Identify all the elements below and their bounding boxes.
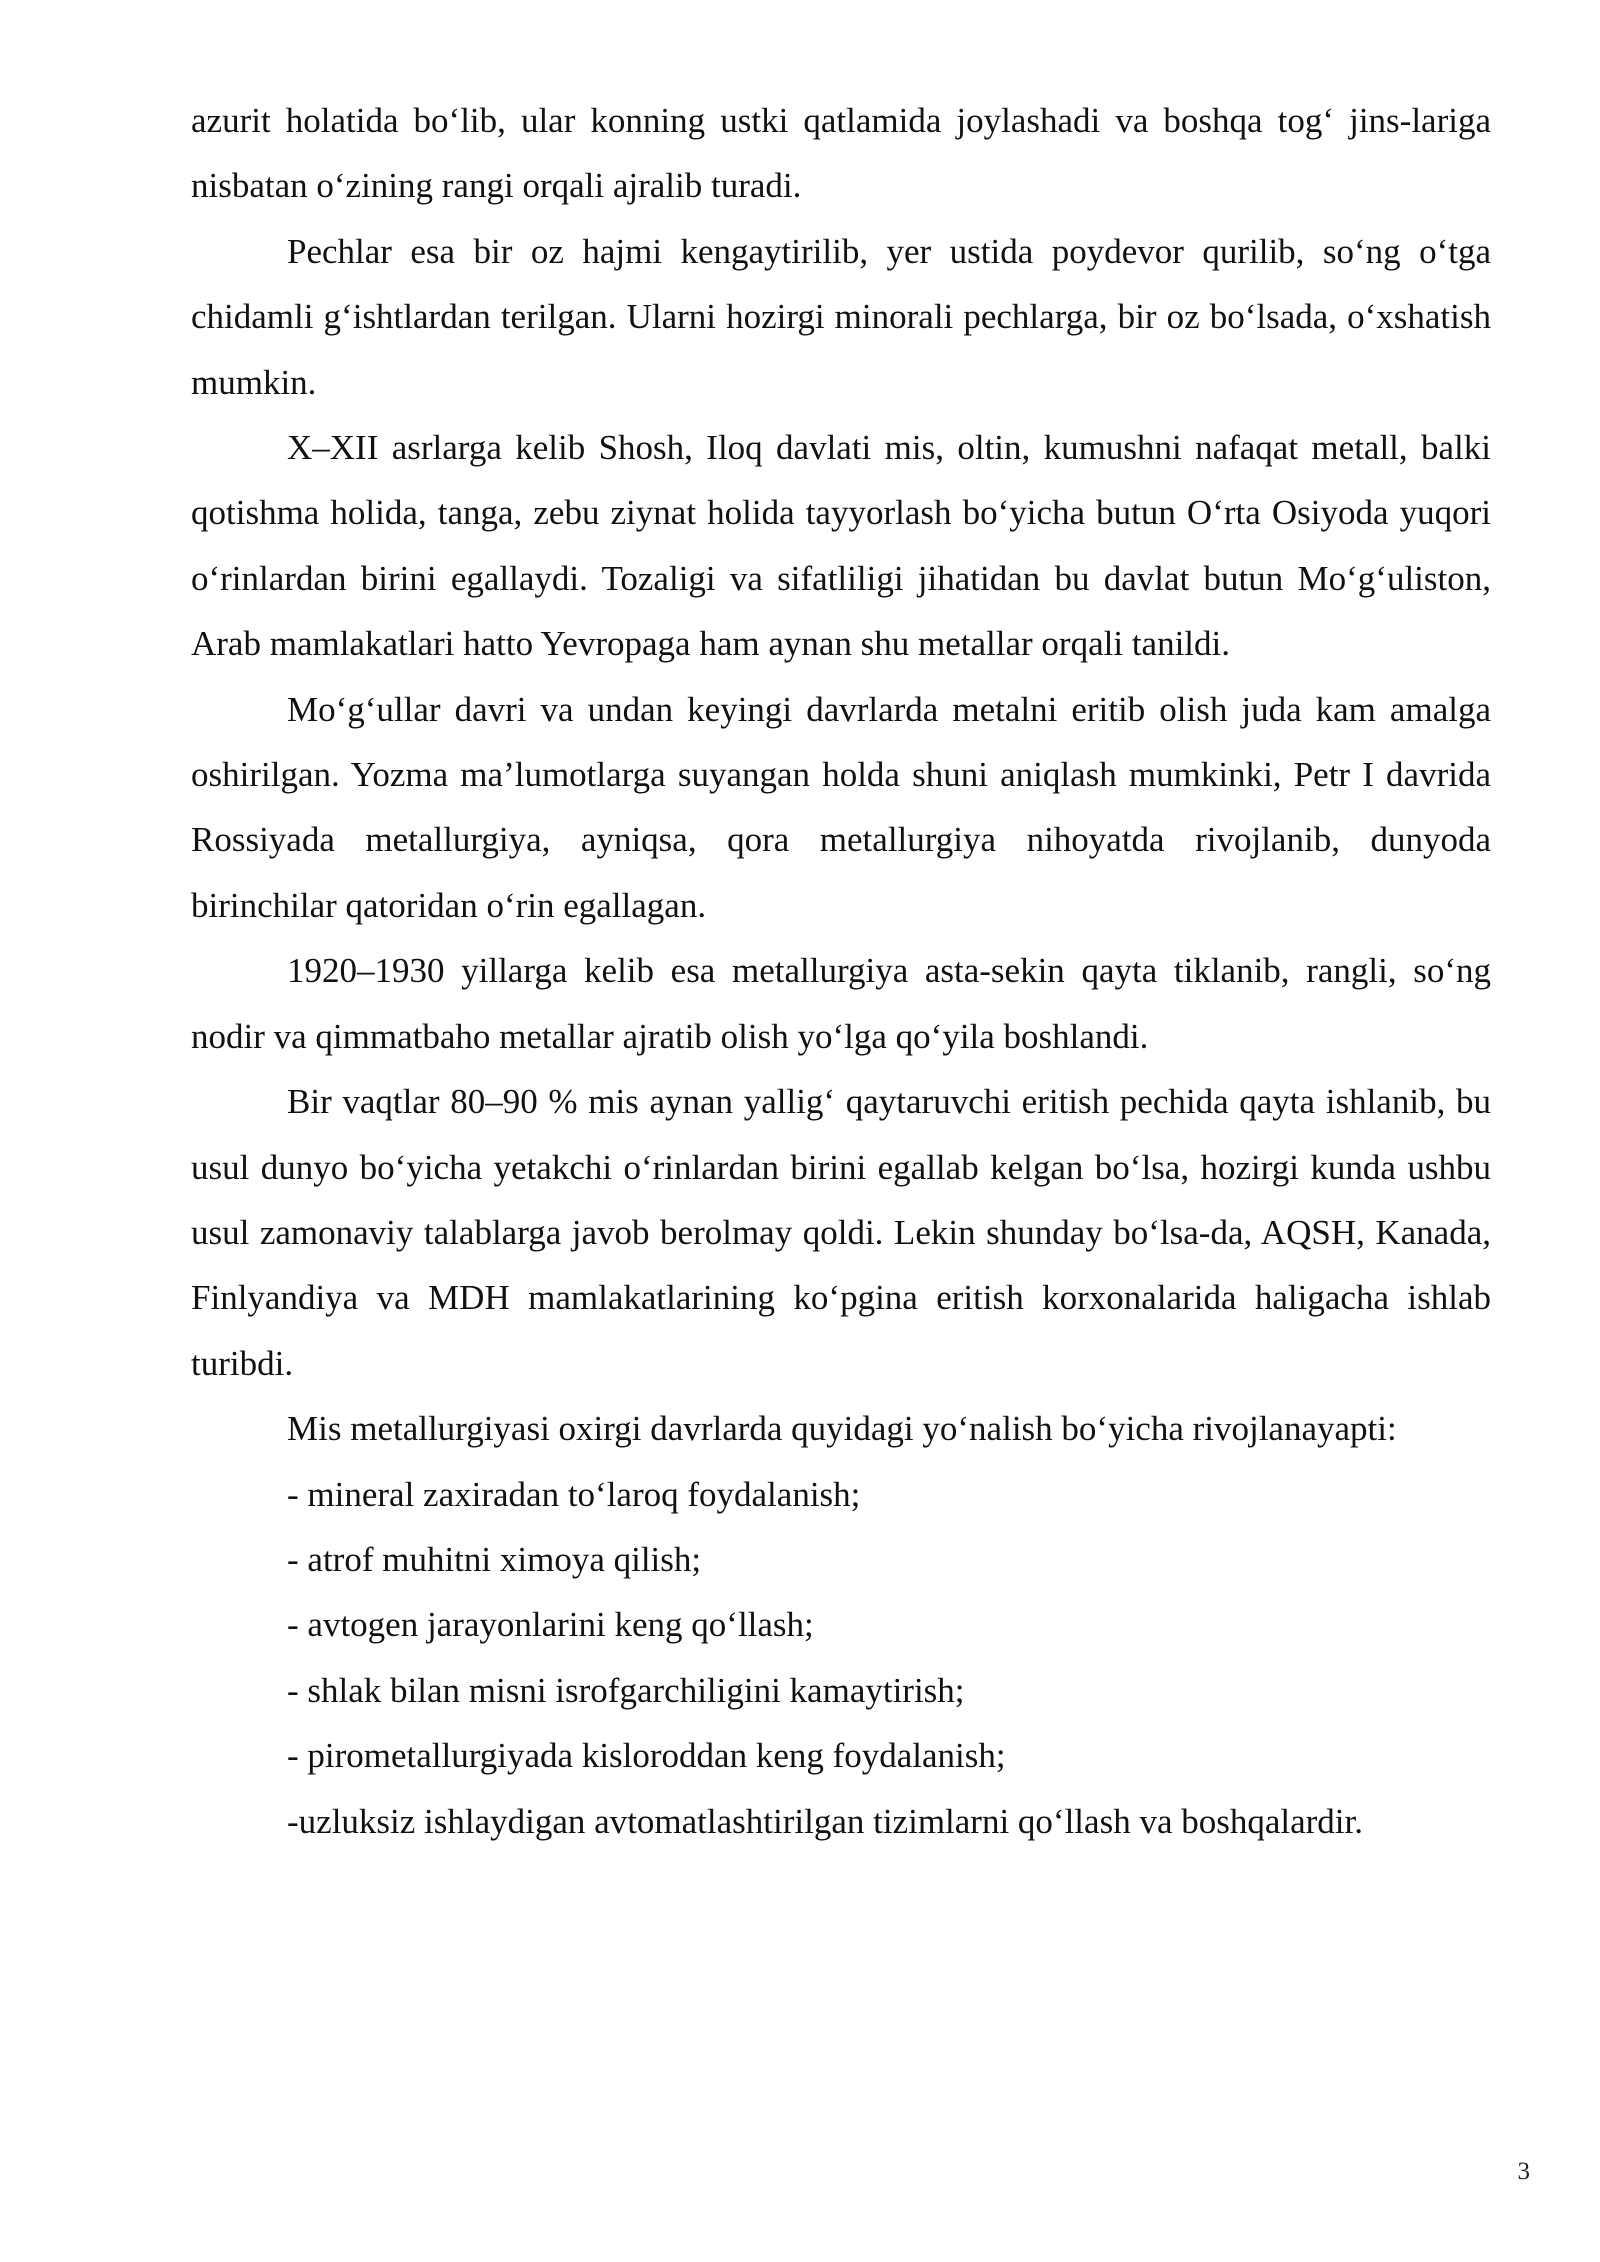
list-item: - mineral zaxiradan to‘laroq foydalanish; bbox=[287, 1474, 861, 1514]
list-item: - pirometallurgiyada kisloroddan keng foydalanish; bbox=[287, 1736, 1006, 1776]
bullet-list bbox=[191, 1462, 1491, 1854]
paragraph: Mo‘g‘ullar davri va undan keyingi davrlarda metalni eritib olish juda kam amalga oshirilgan. Yozma ma’lumotlarga suyangan holda shuni aniqlash mumkinki, Petr I davrida Rossiyada metallurgiya, ayniqsa, qora metallurgiya nihoyatda rivojlanib, dunyoda birinchilar qatoridan o‘rin egallagan. bbox=[191, 689, 1491, 925]
page-number: 3 bbox=[1517, 2158, 1530, 2185]
paragraph: Bir vaqtlar 80–90 % mis aynan yallig‘ qaytaruvchi eritish pechida qayta ishlanib, bu usul dunyo bo‘yicha yetakchi o‘rinlardan birini egallab kelgan bo‘lsa, hozirgi kunda ushbu usul zamonaviy talablarga javob berolmay qoldi. Lekin shunday bo‘lsa-da, AQSH, Kanada, Finlyandiya va MDH mamlakatlarining ko‘pgina eritish korxonalarida haligacha ishlab turibdi. bbox=[191, 1082, 1491, 1383]
paragraph: azurit holatida bo‘lib, ular konning ustki qatlamida joylashadi va boshqa tog‘ jins-lariga nisbatan o‘zining rangi orqali ajralib turadi. bbox=[191, 101, 1491, 206]
list-item: - atrof muhitni ximoya qilish; bbox=[287, 1539, 702, 1579]
paragraph: Pechlar esa bir oz hajmi kengaytirilib, yer ustida poydevor qurilib, so‘ng o‘tga chidamli g‘ishtlardan terilgan. Ularni hozirgi minorali pechlarga, bir oz bo‘lsada, o‘xshatish mumkin. bbox=[191, 231, 1491, 402]
body-text bbox=[191, 88, 1491, 1854]
list-item: - avtogen jarayonlarini keng qo‘llash; bbox=[287, 1605, 814, 1645]
paragraph: Mis metallurgiyasi oxirgi davrlarda quyidagi yo‘nalish bo‘yicha rivojlanayapti: bbox=[287, 1409, 1397, 1449]
list-item: - shlak bilan misni isrofgarchiligini kamaytirish; bbox=[287, 1670, 965, 1710]
list-item: -uzluksiz ishlaydigan avtomatlashtirilgan tizimlarni qo‘llash va boshqalardir. bbox=[287, 1801, 1363, 1841]
paragraph: 1920–1930 yillarga kelib esa metallurgiya asta-sekin qayta tiklanib, rangli, so‘ng nodir va qimmatbaho metallar ajratib olish yo‘lga qo‘yila boshlandi. bbox=[191, 951, 1491, 1056]
paragraph: X–XII asrlarga kelib Shosh, Iloq davlati mis, oltin, kumushni nafaqat metall, balki qotishma holida, tanga, zebu ziynat holida tayyorlash bo‘yicha butun O‘rta Osiyoda yuqori o‘rinlardan birini egallaydi. Tozaligi va sifatliligi jihatidan bu davlat butun Mo‘g‘uliston, Arab mamlakatlari hatto Yevropaga ham aynan shu metallar orqali tanildi. bbox=[191, 428, 1491, 664]
